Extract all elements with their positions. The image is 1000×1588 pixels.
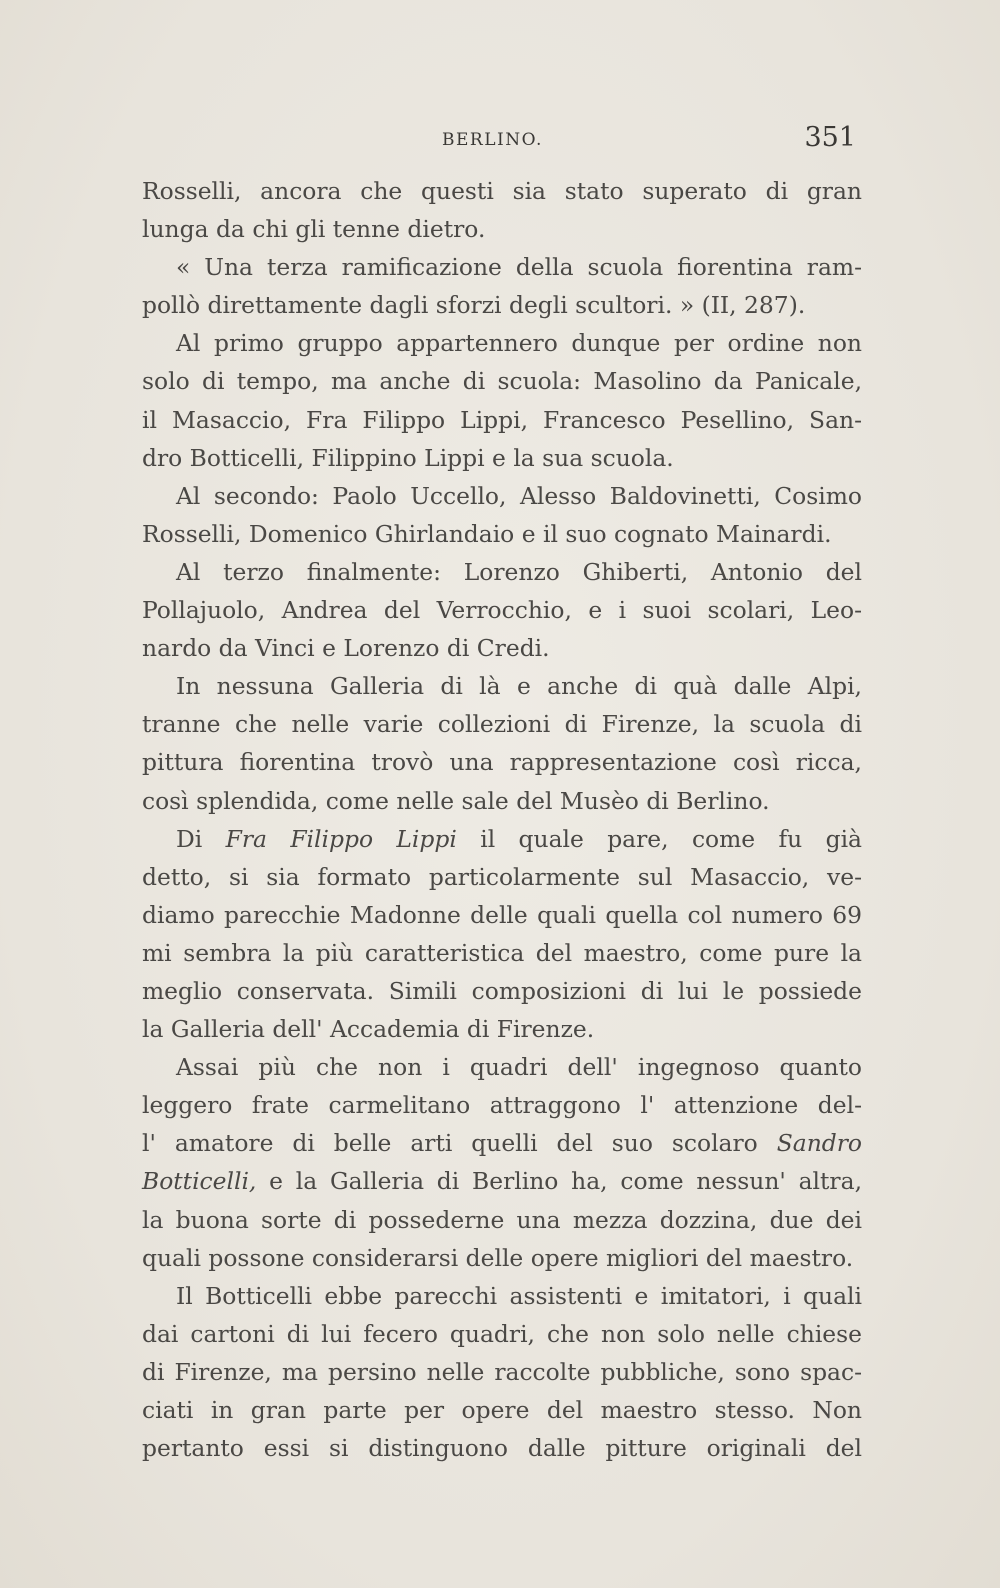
text-line: Rosselli, Domenico Ghirlandaio e il suo cognato Mainardi.	[142, 519, 832, 548]
text-line: di Firenze, ma persino nelle raccolte pubbliche, sono spac-	[142, 1357, 862, 1386]
text-line: « Una terza ramificazione della scuola fiorentina ram-	[176, 253, 862, 282]
italic-name: Sandro	[776, 1129, 862, 1158]
text-line: il Masaccio, Fra Filippo Lippi, Francesco Pesellino, San-	[142, 405, 862, 434]
text-line: leggero frate carmelitano attraggono l' attenzione del-	[142, 1091, 862, 1120]
text-line	[142, 1162, 862, 1200]
text-line: Rosselli, ancora che questi sia stato superato di gran	[142, 177, 862, 205]
italic-name: Fra Filippo Lippi	[225, 824, 457, 853]
text-line: pittura fiorentina trovò una rappresentazione così ricca,	[142, 748, 862, 777]
text-line: Al secondo: Paolo Uccello, Alesso Baldovinetti, Cosimo	[176, 481, 862, 510]
page-header	[140, 122, 860, 152]
text-line: tranne che nelle varie collezioni di Firenze, la scuola di	[142, 710, 862, 739]
text-line: quali possone considerarsi delle opere migliori del maestro.	[142, 1243, 854, 1272]
text-line: pertanto essi si distinguono dalle pitture originali del	[142, 1434, 862, 1463]
text-line: così splendida, come nelle sale del Musèo di Berlino.	[142, 786, 770, 815]
running-title: BERLINO.	[442, 130, 543, 150]
text-line: nardo da Vinci e Lorenzo di Credi.	[142, 634, 550, 663]
line-text: e la Galleria di Berlino ha, come nessun' altra,	[256, 1167, 862, 1196]
text-line	[142, 1124, 862, 1162]
text-line: Assai più che non i quadri dell' ingegnoso quanto	[176, 1053, 862, 1082]
text-line: dai cartoni di lui fecero quadri, che non solo nelle chiese	[142, 1319, 862, 1348]
text-line: diamo parecchie Madonne delle quali quella col numero 69	[142, 900, 862, 929]
text-line: mi sembra la più caratteristica del maestro, come pure la	[142, 938, 862, 967]
text-line: Il Botticelli ebbe parecchi assistenti e imitatori, i quali	[176, 1281, 862, 1310]
line-text: il quale pare, come fu già	[456, 824, 862, 853]
text-line: In nessuna Galleria di là e anche di quà dalle Alpi,	[176, 672, 862, 701]
line-text: l' amatore di belle arti quelli del suo scolaro	[142, 1129, 777, 1158]
text-line: pollò direttamente dagli sforzi degli scultori. » (II, 287).	[142, 291, 806, 320]
text-line: Al terzo finalmente: Lorenzo Ghiberti, Antonio del	[176, 557, 862, 586]
text-line: solo di tempo, ma anche di scuola: Masolino da Panicale,	[142, 367, 862, 396]
text-line: meglio conservata. Simili composizioni di lui le possiede	[142, 976, 862, 1005]
text-line: ciati in gran parte per opere del maestro stesso. Non	[142, 1396, 862, 1424]
text-line: lunga da chi gli tenne dietro.	[142, 215, 486, 244]
text-line: dro Botticelli, Filippino Lippi e la sua scuola.	[142, 443, 674, 472]
text-line	[142, 820, 862, 858]
text-line: la buona sorte di possederne una mezza dozzina, due dei	[142, 1205, 862, 1234]
page-number: 351	[804, 122, 856, 153]
italic-name: Botticelli,	[142, 1167, 257, 1196]
text-line: Al primo gruppo appartennero dunque per ordine non	[176, 329, 862, 358]
text-line: la Galleria dell' Accademia di Firenze.	[142, 1015, 595, 1044]
line-text: Di	[176, 824, 226, 853]
body-text	[142, 172, 862, 1467]
text-line: Pollajuolo, Andrea del Verrocchio, e i suoi scolari, Leo-	[142, 596, 862, 625]
text-line: detto, si sia formato particolarmente sul Masaccio, ve-	[142, 862, 862, 891]
